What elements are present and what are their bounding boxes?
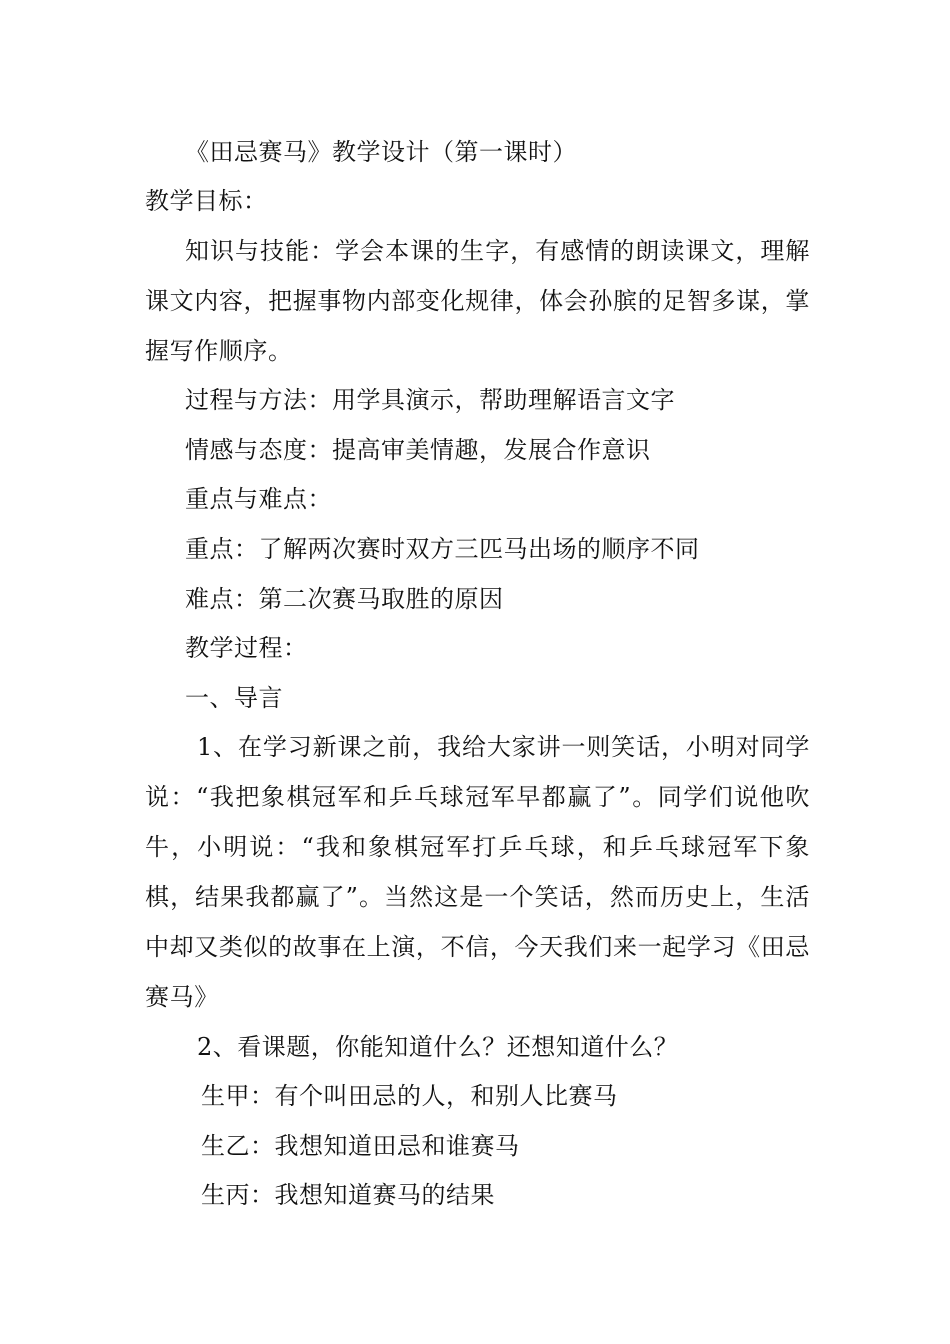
knowledge-skills-paragraph: 知识与技能：学会本课的生字，有感情的朗读课文，理解课文内容，把握事物内部变化规律，体会孙膑的足智多谋，掌握写作顺序。 xyxy=(145,237,810,365)
item-two-paragraph: 2、看课题，你能知道什么？还想知道什么？ xyxy=(197,1033,679,1061)
document-title: 《田忌赛马》教学设计（第一课时） xyxy=(185,138,577,166)
student-b-answer: 生乙：我想知道田忌和谁赛马 xyxy=(201,1132,520,1160)
process-method-paragraph: 过程与方法：用学具演示，帮助理解语言文字 xyxy=(185,386,675,414)
difficult-point-paragraph: 难点：第二次赛马取胜的原因 xyxy=(185,585,504,613)
student-c-answer: 生丙：我想知道赛马的结果 xyxy=(201,1181,495,1209)
process-heading: 教学过程： xyxy=(185,634,308,662)
key-point-paragraph: 重点：了解两次赛时双方三匹马出场的顺序不同 xyxy=(185,535,700,563)
objectives-heading: 教学目标： xyxy=(145,187,268,215)
emotion-attitude-paragraph: 情感与态度：提高审美情趣，发展合作意识 xyxy=(185,436,651,464)
key-difficult-heading: 重点与难点： xyxy=(185,485,332,513)
section-one-heading: 一、导言 xyxy=(185,684,283,712)
item-one-paragraph: 1、在学习新课之前，我给大家讲一则笑话，小明对同学说：“我把象棋冠军和乒乓球冠军早都赢了”。同学们说他吹牛，小明说：“我和象棋冠军打乒乓球，和乒乓球冠军下象棋，结果我都赢了”。当然这是一个笑话，然而历史上，生活中却又类似的故事在上演，不信，今天我们来一起学习《田忌赛马》 xyxy=(145,733,810,1011)
student-a-answer: 生甲：有个叫田忌的人，和别人比赛马 xyxy=(201,1082,618,1110)
